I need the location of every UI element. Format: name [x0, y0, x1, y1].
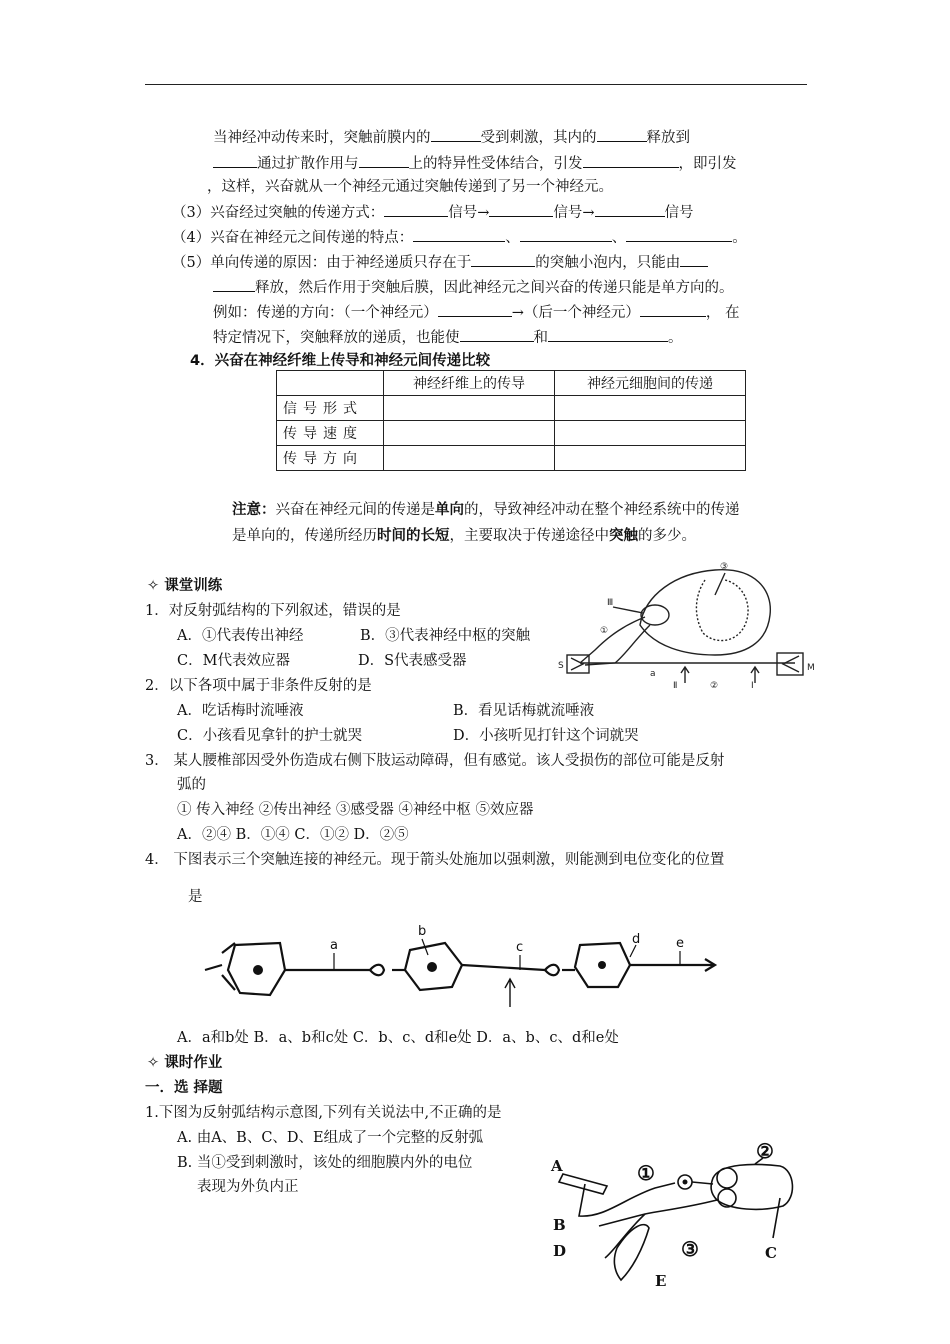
dendrite: [205, 965, 222, 970]
efferent-nerve: [599, 1200, 717, 1226]
note-line-1: [232, 500, 740, 520]
text: 是单向的，传递所经历: [232, 528, 377, 544]
note-label: 注意：: [232, 502, 276, 518]
text: 兴奋在神经元间的传递是: [275, 502, 435, 518]
table-header: 神经元细胞间的传递: [555, 371, 746, 396]
receptor-symbol: [571, 658, 583, 670]
compare-table: [276, 370, 746, 471]
point-label: a: [330, 938, 338, 953]
fig-label: A: [551, 1157, 563, 1175]
fig-label: ③: [681, 1237, 699, 1261]
text: ，即引发: [678, 156, 737, 172]
fig-label: ②: [756, 1139, 774, 1163]
option-a[interactable]: A. 由A、B、C、D、E组成了一个完整的反射弧: [177, 1130, 484, 1146]
fill-blank[interactable]: [680, 252, 708, 267]
table-row: [277, 446, 746, 471]
question-1: 1．对反射弧结构的下列叙述，错误的是: [145, 603, 401, 619]
fig-label: ②: [710, 681, 719, 690]
fill-blank[interactable]: [520, 227, 612, 242]
fig-label: ①: [600, 626, 609, 636]
row-label: 信号形式: [277, 396, 384, 421]
question-4-cont: 是: [188, 889, 203, 905]
fig-label: Ⅰ: [751, 681, 754, 690]
synapse-knob-2: [545, 965, 559, 976]
option-b[interactable]: B．③代表神经中枢的突触: [360, 628, 531, 644]
fig-label: a: [650, 669, 656, 679]
fill-blank[interactable]: [359, 153, 409, 168]
fill-blank[interactable]: [583, 153, 679, 168]
text: 当神经冲动传来时，突触前膜内的: [213, 130, 431, 146]
emphasis: 单向: [435, 502, 464, 518]
note-line-2: [232, 526, 696, 546]
section-heading: 一．选 择题: [145, 1080, 223, 1096]
pointer-line: [773, 1198, 780, 1238]
point-label: b: [418, 924, 427, 939]
text: （5）单向传递的原因：由于神经递质只存在于: [172, 255, 472, 271]
text: 例如：传递的方向：（一个神经元）: [213, 305, 438, 321]
text: 、: [505, 230, 520, 246]
fill-blank[interactable]: [213, 277, 255, 292]
text: 、: [611, 230, 627, 246]
text: 释放，然后作用于突触后膜，因此神经元之间兴奋的传递只能是单方向的。: [255, 280, 734, 296]
question-3-items: ① 传入神经 ②传出神经 ③感受器 ④神经中枢 ⑤效应器: [177, 802, 534, 818]
reflex-arc-figure: [555, 555, 825, 690]
fig-label: Ⅱ: [673, 681, 678, 690]
nucleus: [253, 965, 263, 975]
table-cell[interactable]: [384, 396, 555, 421]
nerve-segment: [692, 1182, 713, 1184]
gray-matter: [696, 580, 748, 641]
row-label: 传导方向: [277, 446, 384, 471]
effector-muscle: [614, 1225, 649, 1280]
question-3-cont: 弧的: [177, 777, 206, 793]
point-label: c: [516, 940, 524, 955]
point-label: d: [632, 932, 641, 947]
fill-blank[interactable]: [489, 202, 553, 217]
fill-blank[interactable]: [438, 302, 512, 317]
table-row: [277, 421, 746, 446]
nucleus: [427, 962, 437, 972]
hw-question-1: 1.下图为反射弧结构示意图,下列有关说法中,不正确的是: [145, 1105, 502, 1121]
fig-label: M: [807, 663, 815, 673]
point-3: [172, 202, 694, 223]
fill-blank[interactable]: [213, 153, 257, 168]
three-neurons-figure: [200, 915, 730, 1015]
ganglion: [641, 605, 669, 625]
row-label: 传导速度: [277, 421, 384, 446]
text: 特定情况下，突触释放的递质，也能使: [213, 330, 460, 346]
axon-3: [630, 959, 715, 971]
text: ，主要取决于传递途径中: [449, 528, 609, 544]
fig-label: Ⅲ: [607, 598, 614, 608]
fill-blank[interactable]: [597, 127, 647, 142]
option-d[interactable]: D．S代表感受器: [358, 653, 467, 669]
pointer-line: [715, 573, 725, 595]
point-4: [172, 227, 747, 248]
question-4-options[interactable]: A．a和b处 B．a、b和c处 C．b、c、d和e处 D．a、b、c、d和e处: [177, 1030, 619, 1046]
fig-label: ③: [720, 562, 729, 572]
fig-label: ①: [637, 1161, 655, 1185]
fill-blank[interactable]: [460, 327, 534, 342]
fill-blank[interactable]: [626, 227, 732, 242]
axon-2: [462, 965, 545, 970]
text: 。: [668, 330, 683, 346]
option-c[interactable]: C．M代表效应器: [177, 653, 290, 669]
option-a[interactable]: A．①代表传出神经: [177, 628, 304, 644]
text: 的多少。: [638, 528, 696, 544]
option-d[interactable]: D．小孩听见打针这个词就哭: [453, 728, 639, 744]
table-cell: [277, 371, 384, 396]
compare-title: 4．兴奋在神经纤维上传导和神经元间传递比较: [190, 353, 491, 369]
text: 信号→: [448, 205, 490, 221]
point-label: e: [676, 936, 684, 951]
stimulus-arrow-icon: [505, 979, 515, 1007]
text: 信号→: [553, 205, 595, 221]
text: 的突触小泡内，只能由: [535, 255, 681, 271]
table-cell[interactable]: [384, 446, 555, 471]
table-row: [277, 396, 746, 421]
table-header: 神经纤维上的传导: [384, 371, 555, 396]
nucleus: [598, 961, 606, 969]
header-rule: [145, 84, 807, 85]
point-5-line-2: [213, 277, 734, 298]
fill-blank[interactable]: [384, 202, 448, 217]
neuron-circle: [717, 1168, 737, 1188]
arrow-icon: [681, 667, 689, 683]
classroom-heading: ✧ 课堂训练: [147, 578, 223, 594]
ganglion-dot: [683, 1180, 688, 1185]
text: 和: [533, 330, 548, 346]
text: 受到刺激，其内的: [480, 130, 597, 146]
question-3-options[interactable]: A．②④ B．①④ C．①② D．②⑤: [177, 827, 409, 843]
text: 。: [732, 230, 747, 246]
text: →（后一个神经元）: [511, 305, 640, 321]
emphasis: 时间的长短: [377, 528, 450, 544]
text: 信号: [664, 205, 694, 221]
reflex-arc-figure-2: [545, 1138, 815, 1298]
spinal-cord-outline: [640, 570, 770, 655]
text: （4）兴奋在神经元之间传递的特点：: [172, 230, 414, 246]
question-3: 3． 某人腰椎部因受外伤造成右侧下肢运动障碍，但有感觉。该人受损伤的部位可能是反射: [145, 753, 725, 769]
table-cell[interactable]: [555, 446, 746, 471]
table-cell[interactable]: [384, 421, 555, 446]
para-line-2: [213, 153, 737, 174]
text: 通过扩散作用与: [257, 156, 359, 172]
point-5-line-4: [213, 327, 683, 348]
fig-label: B: [553, 1216, 566, 1234]
pointer-line: [613, 607, 643, 613]
synapse-knob-1: [370, 965, 384, 976]
point-5-line-3: [213, 302, 740, 323]
effector-symbol: [783, 656, 799, 672]
fig-label: C: [765, 1244, 777, 1262]
question-2: 2．以下各项中属于非条件反射的是: [145, 678, 372, 694]
fill-blank[interactable]: [640, 302, 706, 317]
text: 的，导致神经冲动在整个神经系统中的传递: [464, 502, 740, 518]
fig-label: E: [655, 1272, 667, 1290]
fill-blank[interactable]: [431, 127, 481, 142]
para-line-3: ，这样，兴奋就从一个神经元通过突触传递到了另一个神经元。: [207, 179, 613, 195]
fig-label: D: [553, 1242, 567, 1260]
fill-blank[interactable]: [548, 327, 668, 342]
fig-label: S: [558, 661, 564, 671]
para-line-1: [213, 127, 690, 148]
neuron-circle: [718, 1189, 736, 1207]
table-cell[interactable]: [555, 396, 746, 421]
option-a[interactable]: A．吃话梅时流唾液: [177, 703, 304, 719]
option-b-cont: 表现为外负内正: [197, 1179, 299, 1195]
afferent-nerve: [580, 617, 645, 663]
table-cell[interactable]: [555, 421, 746, 446]
option-c[interactable]: C．小孩看见拿针的护士就哭: [177, 728, 363, 744]
point-5: [172, 252, 708, 273]
question-4: 4． 下图表示三个突触连接的神经元。现于箭头处施加以强刺激，则能测到电位变化的位置: [145, 852, 725, 868]
text: ， 在: [705, 305, 740, 321]
option-b[interactable]: B. 当①受到刺激时，该处的细胞膜内外的电位: [177, 1155, 473, 1171]
fill-blank[interactable]: [413, 227, 505, 242]
emphasis: 突触: [609, 528, 638, 544]
table-header-row: [277, 371, 746, 396]
homework-heading: ✧ 课时作业: [147, 1055, 223, 1071]
option-b[interactable]: B．看见话梅就流唾液: [453, 703, 595, 719]
text: 释放到: [646, 130, 690, 146]
text: （3）兴奋经过突触的传递方式：: [172, 205, 385, 221]
fill-blank[interactable]: [471, 252, 535, 267]
text: 上的特异性受体结合，引发: [408, 156, 583, 172]
fill-blank[interactable]: [595, 202, 665, 217]
